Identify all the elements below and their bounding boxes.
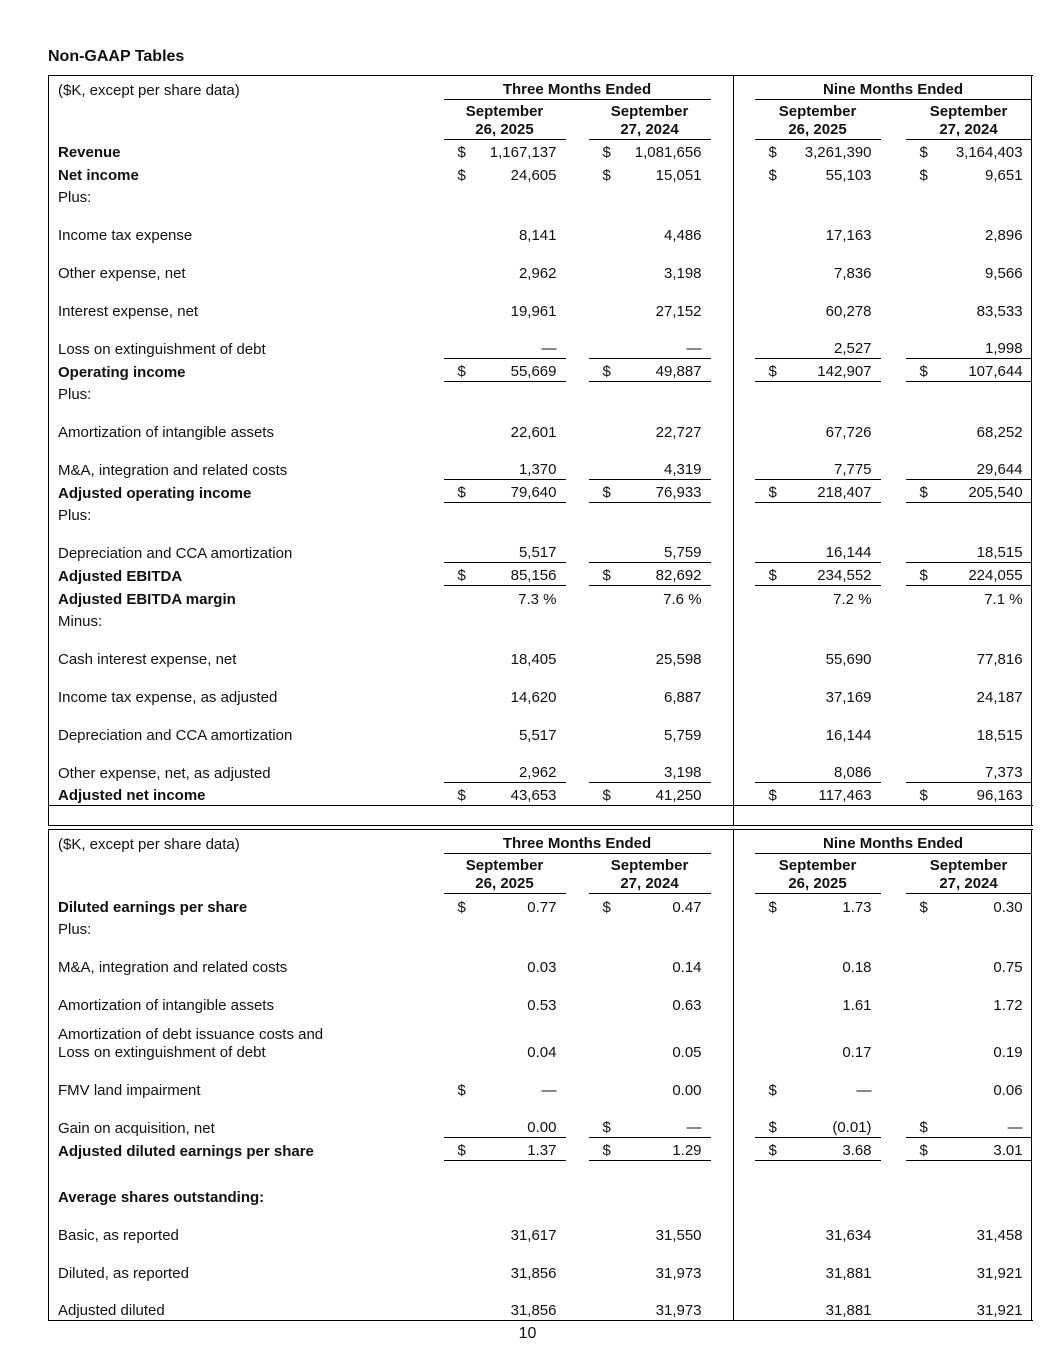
value-cell: 2,896: [985, 226, 1023, 244]
value-cell: $ 82,692: [602, 567, 702, 584]
table-row: [49, 563, 1032, 586]
table-row: [49, 707, 1032, 745]
value-cell: 25,598: [655, 650, 702, 668]
value-cell: $ 1,081,656: [602, 143, 702, 161]
value-cell: 2,962: [518, 764, 557, 781]
table-row: [49, 185, 1032, 207]
value-cell: 7,836: [833, 264, 872, 282]
row-label-adjusted-ebitda: Adjusted EBITDA: [58, 567, 183, 585]
value-cell: 22,727: [655, 423, 702, 441]
value-cell: 0.03: [527, 958, 557, 976]
table-row: [49, 1015, 1032, 1062]
table-row: [49, 382, 1032, 404]
col-header: September 26, 2025: [444, 854, 566, 894]
row-label-m-a-integration-and-related-costs: M&A, integration and related costs: [58, 958, 288, 976]
value-cell: 18,405: [510, 650, 557, 668]
group-header-nine-months: Nine Months Ended: [755, 830, 1032, 854]
value-cell: $ 1.37: [457, 1142, 557, 1159]
non-gaap-table-1: [48, 75, 1032, 826]
table-row: [49, 245, 1032, 283]
value-cell: $ 117,463: [768, 787, 872, 804]
value-cell: 8,141: [518, 226, 557, 244]
row-label-adjusted-net-income: Adjusted net income: [58, 787, 206, 804]
value-cell: 0.04: [527, 1043, 557, 1061]
row-label-basic-as-reported: Basic, as reported: [58, 1226, 179, 1244]
value-cell: —: [686, 340, 702, 357]
value-cell: 22,601: [510, 423, 557, 441]
value-cell: 19,961: [510, 302, 557, 320]
value-cell: 17,163: [825, 226, 872, 244]
value-cell: 1,998: [985, 340, 1023, 357]
units-label: ($K, except per share data): [58, 81, 240, 99]
group-header-nine-months: Nine Months Ended: [755, 76, 1032, 100]
value-cell: 31,973: [655, 1302, 702, 1319]
row-label-adjusted-diluted-earnings-per-share: Adjusted diluted earnings per share: [58, 1142, 314, 1160]
table-row: [49, 609, 1032, 631]
value-cell: $ 3.01: [919, 1142, 1023, 1159]
value-cell: $ 1.73: [768, 898, 872, 916]
value-cell: 31,617: [510, 1226, 557, 1244]
non-gaap-table-2: [48, 829, 1032, 1321]
value-cell: 6,887: [663, 688, 702, 706]
row-label-minus: Minus:: [58, 612, 103, 630]
value-cell: 5,517: [518, 726, 557, 744]
row-label-revenue: Revenue: [58, 143, 121, 161]
col-header: September 27, 2024: [906, 854, 1032, 894]
value-cell: 83,533: [976, 302, 1023, 320]
table-row: [49, 1100, 1032, 1138]
value-cell: 31,458: [976, 1226, 1023, 1244]
table-row: [49, 207, 1032, 245]
value-cell: $ —: [457, 1081, 557, 1099]
value-cell: 0.19: [993, 1043, 1023, 1061]
row-label-m-a-integration-and-related-costs: M&A, integration and related costs: [58, 461, 288, 479]
col-header: September 26, 2025: [755, 100, 881, 140]
value-cell: 31,921: [976, 1264, 1023, 1282]
value-cell: $ 1,167,137: [457, 143, 557, 161]
value-cell: 0.00: [672, 1081, 702, 1099]
table-row: [49, 359, 1032, 382]
value-cell: 7,373: [985, 764, 1023, 781]
value-cell: 4,486: [663, 226, 702, 244]
value-cell: 4,319: [663, 461, 702, 478]
table-row: [49, 1283, 1032, 1321]
row-label-adjusted-ebitda-margin: Adjusted EBITDA margin: [58, 590, 236, 608]
value-cell: 0.18: [842, 958, 872, 976]
value-cell: 1.61: [842, 996, 872, 1014]
value-cell: $ 85,156: [457, 567, 557, 584]
value-cell: 60,278: [825, 302, 872, 320]
table-row: [49, 977, 1032, 1015]
row-label-plus: Plus:: [58, 385, 92, 403]
table-row: [49, 586, 1032, 609]
value-cell: 0.17: [842, 1043, 872, 1061]
value-cell: $ 218,407: [768, 484, 872, 501]
group-header-three-months: Three Months Ended: [444, 76, 711, 100]
value-cell: 0.14: [672, 958, 702, 976]
row-label-operating-income: Operating income: [58, 363, 186, 381]
value-cell: 31,973: [655, 1264, 702, 1282]
col-header: September 27, 2024: [906, 100, 1032, 140]
value-cell: $ 15,051: [602, 166, 702, 184]
col-header: September 27, 2024: [589, 854, 711, 894]
value-cell: $ 234,552: [768, 567, 872, 584]
value-cell: 0.75: [993, 958, 1023, 976]
value-cell: 3,198: [663, 264, 702, 282]
value-cell: 7,775: [833, 461, 872, 478]
value-cell: 24,187: [976, 688, 1023, 706]
row-label-income-tax-expense-as-adjusted: Income tax expense, as adjusted: [58, 688, 278, 706]
value-cell: $ 1.29: [602, 1142, 702, 1159]
row-label-plus: Plus:: [58, 188, 92, 206]
row-label-other-expense-net-as-adjusted: Other expense, net, as adjusted: [58, 764, 271, 782]
table-row: [49, 283, 1032, 321]
table-row: [49, 1207, 1032, 1245]
table-row: [49, 783, 1032, 806]
col-header: September 27, 2024: [589, 100, 711, 140]
table-row: [49, 162, 1032, 185]
page-title: Non-GAAP Tables: [48, 48, 185, 65]
value-cell: $ 0.77: [457, 898, 557, 916]
value-cell: 31,856: [510, 1302, 557, 1319]
row-label-diluted-earnings-per-share: Diluted earnings per share: [58, 898, 248, 916]
value-cell: $ 49,887: [602, 363, 702, 380]
row-label-net-income: Net income: [58, 166, 139, 184]
value-cell: —: [541, 340, 557, 357]
table-row: [49, 140, 1032, 162]
value-cell: $ 0.47: [602, 898, 702, 916]
row-label-other-expense-net: Other expense, net: [58, 264, 186, 282]
table-row: [49, 631, 1032, 669]
value-cell: 7.3 %: [518, 590, 557, 608]
value-cell: 2,962: [518, 264, 557, 282]
row-label-depreciation-and-cca-amortization: Depreciation and CCA amortization: [58, 544, 293, 562]
units-label: ($K, except per share data): [58, 835, 240, 853]
table-row: [49, 442, 1032, 480]
row-label-interest-expense-net: Interest expense, net: [58, 302, 199, 320]
row-label-plus: Plus:: [58, 920, 92, 938]
table-row: [49, 525, 1032, 563]
table-row: [49, 745, 1032, 783]
value-cell: 31,856: [510, 1264, 557, 1282]
row-label-average-shares-outstanding: Average shares outstanding:: [58, 1188, 265, 1206]
value-cell: $ 142,907: [768, 363, 872, 380]
value-cell: 7.2 %: [833, 590, 872, 608]
value-cell: $ 3,164,403: [919, 143, 1023, 161]
row-label-diluted-as-reported: Diluted, as reported: [58, 1264, 189, 1282]
value-cell: 18,515: [976, 544, 1023, 561]
value-cell: 67,726: [825, 423, 872, 441]
value-cell: 31,921: [976, 1302, 1023, 1319]
value-cell: $ 76,933: [602, 484, 702, 501]
row-label-gain-on-acquisition-net: Gain on acquisition, net: [58, 1119, 215, 1137]
value-cell: 77,816: [976, 650, 1023, 668]
row-label-depreciation-and-cca-amortization: Depreciation and CCA amortization: [58, 726, 293, 744]
table-row: [49, 894, 1032, 917]
value-cell: $ 41,250: [602, 787, 702, 804]
value-cell: $ 55,103: [768, 166, 872, 184]
row-label-amortization-of-debt-issuance-costs-and-loss-on-extinguishment-of-debt: Amortization of debt issuance costs and Loss on extinguishment of debt: [58, 1025, 324, 1061]
value-cell: $ 24,605: [457, 166, 557, 184]
row-label-fmv-land-impairment: FMV land impairment: [58, 1081, 201, 1099]
col-header: September 26, 2025: [444, 100, 566, 140]
value-cell: $ —: [919, 1119, 1023, 1136]
table-row: [49, 1138, 1032, 1161]
value-cell: 31,881: [825, 1264, 872, 1282]
value-cell: 16,144: [825, 726, 872, 744]
value-cell: 0.00: [527, 1119, 557, 1136]
table-row: [49, 669, 1032, 707]
page-number: 10: [518, 1325, 537, 1342]
table-row: [49, 939, 1032, 977]
value-cell: $ 0.30: [919, 898, 1023, 916]
value-cell: $ 224,055: [919, 567, 1023, 584]
table-row: [49, 321, 1032, 359]
value-cell: 0.53: [527, 996, 557, 1014]
value-cell: 5,517: [518, 544, 557, 561]
value-cell: 27,152: [655, 302, 702, 320]
value-cell: $ 96,163: [919, 787, 1023, 804]
row-label-income-tax-expense: Income tax expense: [58, 226, 193, 244]
value-cell: $ 79,640: [457, 484, 557, 501]
value-cell: 7.1 %: [984, 590, 1023, 608]
table-row: [49, 917, 1032, 939]
value-cell: 5,759: [663, 544, 702, 561]
table-row: [49, 1161, 1032, 1207]
value-cell: $ (0.01): [768, 1119, 872, 1136]
col-header: September 26, 2025: [755, 854, 881, 894]
value-cell: 1.72: [993, 996, 1023, 1014]
value-cell: 7.6 %: [663, 590, 702, 608]
value-cell: 18,515: [976, 726, 1023, 744]
value-cell: $ 9,651: [919, 166, 1023, 184]
value-cell: 8,086: [833, 764, 872, 781]
value-cell: 0.05: [672, 1043, 702, 1061]
value-cell: $ —: [768, 1081, 872, 1099]
row-label-plus: Plus:: [58, 506, 92, 524]
value-cell: 0.06: [993, 1081, 1023, 1099]
value-cell: $ 3.68: [768, 1142, 872, 1159]
value-cell: $ 3,261,390: [768, 143, 872, 161]
value-cell: $ 43,653: [457, 787, 557, 804]
row-label-amortization-of-intangible-assets: Amortization of intangible assets: [58, 423, 274, 441]
row-label-adjusted-diluted: Adjusted diluted: [58, 1302, 165, 1319]
value-cell: 31,550: [655, 1226, 702, 1244]
value-cell: 29,644: [976, 461, 1023, 478]
table-row: [49, 1062, 1032, 1100]
value-cell: 2,527: [833, 340, 872, 357]
value-cell: 16,144: [825, 544, 872, 561]
value-cell: 31,881: [825, 1302, 872, 1319]
value-cell: 14,620: [510, 688, 557, 706]
group-header-three-months: Three Months Ended: [444, 830, 711, 854]
value-cell: 0.63: [672, 996, 702, 1014]
table-row: [49, 1245, 1032, 1283]
row-label-loss-on-extinguishment-of-debt: Loss on extinguishment of debt: [58, 340, 266, 358]
value-cell: 3,198: [663, 764, 702, 781]
value-cell: 5,759: [663, 726, 702, 744]
value-cell: 68,252: [976, 423, 1023, 441]
value-cell: $ —: [602, 1119, 702, 1136]
row-label-adjusted-operating-income: Adjusted operating income: [58, 484, 252, 502]
table-row: [49, 503, 1032, 525]
value-cell: 9,566: [985, 264, 1023, 282]
table-row: [49, 480, 1032, 503]
row-label-cash-interest-expense-net: Cash interest expense, net: [58, 650, 237, 668]
value-cell: $ 55,669: [457, 363, 557, 380]
value-cell: 55,690: [825, 650, 872, 668]
row-label-amortization-of-intangible-assets: Amortization of intangible assets: [58, 996, 274, 1014]
value-cell: $ 205,540: [919, 484, 1023, 501]
value-cell: 37,169: [825, 688, 872, 706]
value-cell: 31,634: [825, 1226, 872, 1244]
value-cell: $ 107,644: [919, 363, 1023, 380]
value-cell: 1,370: [518, 461, 557, 478]
table-row: [49, 404, 1032, 442]
